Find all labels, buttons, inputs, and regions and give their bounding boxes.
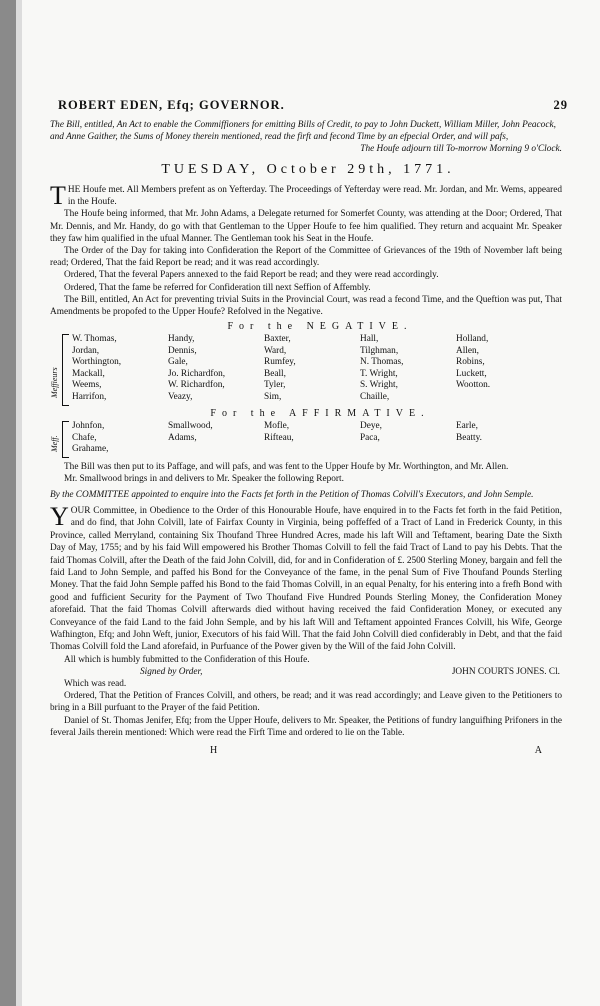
member-name xyxy=(456,392,552,404)
signed-by: Signed by Order, xyxy=(140,667,203,677)
vote-row xyxy=(72,346,552,358)
paragraph: Daniel of St. Thomas Jenifer, Efq; from the Upper Houfe, delivers to Mr. Speaker, the Petitions of fundry languifhing Prifoners in the feveral Jails therein mentioned: Which were read the Firft Time and ordered to lie on the Table. xyxy=(50,715,562,738)
paragraph: The Order of the Day for taking into Confideration the Report of the Committee of Grievances of the 19th of November laft being read; Ordered, That the faid Report be read; and it was read accordingly. xyxy=(50,246,562,269)
member-name: Mofle, xyxy=(264,421,290,431)
session-date: TUESDAY, October 29th, 1771. xyxy=(161,162,455,177)
member-name: Jo. Richardfon, xyxy=(168,368,226,379)
paragraph: HE Houfe met. All Members prefent as on Yefterday. The Proceedings of Yefterday were read. Mr. Jordan, and Mr. Wems, appeared in the Houfe. xyxy=(67,185,562,208)
member-name: N. Thomas, xyxy=(360,357,404,368)
member-name xyxy=(168,444,264,456)
member-name xyxy=(360,444,456,456)
paragraph: Mr. Smallwood brings in and delivers to Mr. Speaker the following Report. xyxy=(64,474,344,485)
member-name: S. Wright, xyxy=(360,380,398,391)
member-name: W. Richardfon, xyxy=(168,380,225,391)
member-name: Chaille, xyxy=(360,391,390,402)
member-name: Adams, xyxy=(168,432,197,443)
member-name: Harrifon, xyxy=(72,391,107,402)
intro-block xyxy=(50,119,562,156)
drop-cap: T xyxy=(50,181,66,210)
paragraph: Ordered, That the Petition of Frances Colvill, and others, be read; and it was read accordingly; and Leave given to the Petitioners to bring in a Bill purfuant to the Prayer of the faid Petition. xyxy=(50,691,562,714)
page-footer xyxy=(50,745,562,756)
catchword: A xyxy=(534,745,542,756)
vote-row xyxy=(72,380,552,392)
member-name: Smallwood, xyxy=(168,421,213,431)
affirmative-heading: For the AFFIRMATIVE. xyxy=(210,408,430,419)
member-name: Handy, xyxy=(168,334,195,344)
member-name: T. Wright, xyxy=(360,368,398,379)
binding-edge xyxy=(16,0,22,1006)
paragraph: The Bill, entitled, An Act for preventing trivial Suits in the Provincial Court, was read a fecond Time, and the Queftion was put, That Amendments be propofed to the Upper Houfe? Refolved in the Negative. xyxy=(50,294,562,318)
after-vote xyxy=(50,461,562,485)
member-name: W. Thomas, xyxy=(72,334,117,344)
affirmative-label: Meff. xyxy=(50,435,59,452)
member-name: Chafe, xyxy=(72,432,97,443)
affirmative-vote-list xyxy=(72,421,562,456)
member-name: Rifteau, xyxy=(264,432,294,443)
member-name: Mackall, xyxy=(72,368,105,379)
drop-cap: Y xyxy=(50,502,69,531)
report-title: By the COMMITTEE appointed to enquire into the Facts fet forth in the Petition of Thomas Colvill's Executors, and John Semple. xyxy=(50,490,534,500)
vote-row xyxy=(72,433,552,445)
member-name: Wootton. xyxy=(456,380,491,391)
affirmative-brace xyxy=(62,421,69,458)
signature-line xyxy=(140,667,560,677)
member-name: Veazy, xyxy=(168,391,193,402)
member-name: Gale, xyxy=(168,357,188,368)
member-name: Earle, xyxy=(456,421,478,431)
vote-row xyxy=(72,444,552,456)
signature-mark: H xyxy=(210,745,218,756)
proceedings xyxy=(50,181,562,318)
member-name: Baxter, xyxy=(264,334,291,344)
negative-heading: For the NEGATIVE. xyxy=(227,321,413,332)
member-name: Tyler, xyxy=(264,380,286,391)
paragraph: Ordered, That the feveral Papers annexed to the faid Report be read; and they were read accordingly. xyxy=(64,270,439,281)
vote-row xyxy=(72,369,552,381)
vote-row xyxy=(72,421,552,433)
member-name: Paca, xyxy=(360,432,380,443)
negative-label: Meffieurs xyxy=(50,367,59,398)
member-name: Ward, xyxy=(264,345,287,356)
member-name: Hall, xyxy=(360,334,379,344)
running-header xyxy=(58,98,568,113)
paragraph: The Bill was then put to its Paffage, and will pafs, and was fent to the Upper Houfe by Mr. Worthington, and Mr. Allen. xyxy=(64,462,509,472)
binding-gutter xyxy=(0,0,16,1006)
member-name: Sim, xyxy=(264,391,282,402)
closing-section xyxy=(50,678,562,739)
report-text: OUR Committee, in Obedience to the Order of this Honourable Houfe, have enquired in to the Facts fet forth in the faid Petition, and do find, that John Colvill, late of Fairfax County in Virginia, being poffeffed of a Tract of Land in Frederick County, in this Province, called Merryland, containing Six Thoufand Three Hundred Acres, made his laft Will and Teftament, bearing Date the Sixth Day of May, 1755; and by his faid Will empowered his Brother Thomas Colvill to fell the faid Tract of Land to pay his Debts. That the faid Thomas Colvill, after the Death of the faid John Colvill, did, for and in Confideration of £. 2500 Sterling Money, bargain and fell the faid Land to John Semple, and paffed his Bond for the Conveyance of the fame, in the penal Sum of Five Thoufand Pounds Sterling Money. That the faid John Semple paffed his Bond to the faid Thomas Colvill, in an equal Penalty, for his entering into a frefh Bond with good and fufficient Security for the Payment of Two Thoufand Five Hundred Pounds Sterling Money, the Confideration Money aforefaid. That the faid Thomas Colvill afterwards died without having received the faid Confideration Money, or executed any Conveyance of the faid Land to the faid John Semple, and by his laft Will and Teftament appointed Frances Colvill, his Wife, George Wafhington, Efq; and John Weft, junior, Executors of his faid Will. That the faid John Colvill died confiderably in Debt, and that the faid Thomas Colvill fold the Land aforefaid, in Purfuance of the Power given by the Will of the faid John Colvill. xyxy=(50,506,562,653)
vote-row xyxy=(72,357,552,369)
adjourn-line: The Houfe adjourn till To-morrow Morning 9 o'Clock. xyxy=(360,144,562,155)
report-body xyxy=(50,502,562,666)
member-name: Dennis, xyxy=(168,345,197,356)
member-name: Rumfey, xyxy=(264,357,296,368)
member-name: Luckett, xyxy=(456,368,487,379)
member-name: Weems, xyxy=(72,380,102,391)
member-name: Holland, xyxy=(456,334,489,344)
negative-vote-list xyxy=(72,334,562,404)
member-name: Deye, xyxy=(360,421,382,431)
paragraph: The Houfe being informed, that Mr. John Adams, a Delegate returned for Somerfet County, was attending at the Door; Ordered, That Mr. Dennis, and Mr. Handy, do go with that Gentleman to the Upper Houfe to fee him qualified. They return and acquaint Mr. Speaker they faw him qualified in the ufual Manner. The Gentleman took his Seat in the Houfe. xyxy=(50,209,562,244)
intro-line: The Bill, entitled, An Act to enable the Commiffioners for emitting Bills of Credit, to pay to John Duckett, William Miller, John Peacock, and Anne Gaither, the Sums of Money therein mentioned, read the firft and fecond Time by an efpecial Order, and will pafs, xyxy=(50,120,556,143)
vote-row xyxy=(72,392,552,404)
member-name xyxy=(456,444,552,456)
member-name: Allen, xyxy=(456,345,479,356)
page-number: 29 xyxy=(553,98,568,112)
signatory: JOHN COURTS JONES. Cl. xyxy=(451,667,560,677)
member-name: Grahame, xyxy=(72,444,109,455)
paragraph: Ordered, That the fame be referred for Confideration till next Seffion of Affembly. xyxy=(64,282,371,293)
member-name: Jordan, xyxy=(72,345,100,356)
member-name: Robins, xyxy=(456,357,485,368)
header-title: ROBERT EDEN, Efq; GOVERNOR. xyxy=(58,98,285,112)
member-name: Tilghman, xyxy=(360,345,399,356)
member-name: Johnfon, xyxy=(72,421,105,431)
submitted-line: All which is humbly fubmitted to the Confideration of this Houfe. xyxy=(64,654,310,665)
member-name: Worthington, xyxy=(72,357,122,368)
member-name: Beall, xyxy=(264,368,286,379)
vote-row xyxy=(72,334,552,346)
paragraph: Which was read. xyxy=(64,679,127,689)
member-name: Beatty. xyxy=(456,432,482,443)
negative-brace xyxy=(62,334,69,406)
member-name xyxy=(264,444,360,456)
